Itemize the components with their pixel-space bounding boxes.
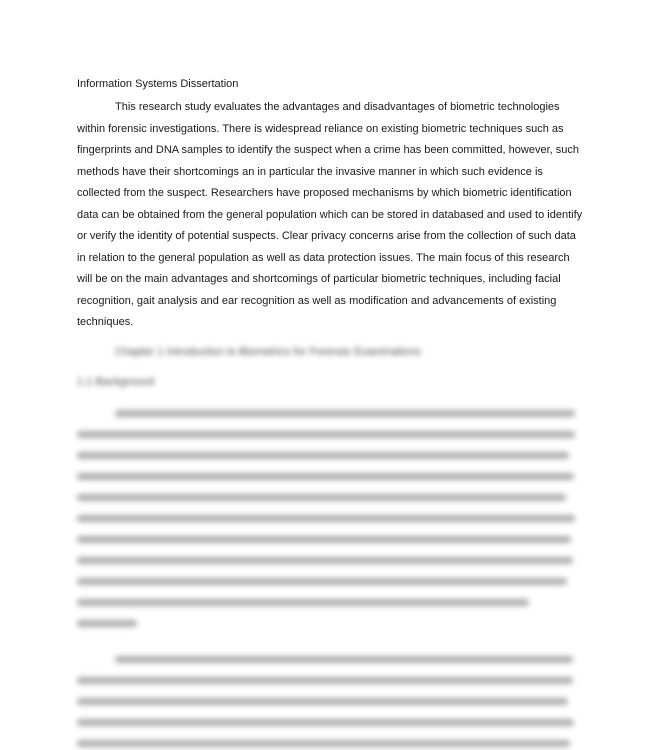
paragraph-line: techniques. [77, 316, 134, 328]
paragraph-line: collected from the suspect. Researchers have proposed mechanisms by which biometric identification [77, 187, 572, 199]
blurred-text-line [77, 677, 573, 684]
chapter-heading: Chapter 1 Introduction to Biometrics for Forensic Examinations [115, 346, 421, 358]
paragraph-line: or verify the identity of potential suspects. Clear privacy concerns arise from the collection of such data [77, 230, 576, 242]
section-heading: 1.1 Background [77, 376, 155, 388]
blurred-text-line [77, 515, 575, 522]
paragraph-line: data can be obtained from the general population which can be stored in databased and used to identify [77, 209, 583, 221]
paragraph-line: recognition, gait analysis and ear recognition as well as modification and advancements of existing [77, 295, 557, 307]
blurred-text-line [77, 578, 567, 585]
blurred-text-line [77, 719, 574, 726]
blurred-text-line [77, 599, 529, 606]
blurred-text-line [77, 536, 571, 543]
paragraph-line: methods have their shortcomings an in particular the invasive manner in which such evidence is [77, 166, 543, 178]
paragraph-line: fingerprints and DNA samples to identify the suspect when a crime has been committed, however, such [77, 144, 579, 156]
paragraph-line: in relation to the general population as well as data protection issues. The main focus of this research [77, 252, 570, 264]
blurred-text-line [77, 557, 573, 564]
paragraph-line: This research study evaluates the advantages and disadvantages of biometric technologies [115, 101, 560, 113]
blurred-text-line [77, 698, 568, 705]
blurred-text-line [77, 473, 574, 480]
paragraph-line: within forensic investigations. There is widespread reliance on existing biometric techniques such as [77, 123, 564, 135]
blurred-text-line [77, 431, 575, 438]
blurred-text-line [77, 494, 566, 501]
blurred-text-line [115, 656, 573, 663]
blurred-preview-region [0, 338, 650, 750]
blurred-text-line [77, 452, 569, 459]
paragraph-line: will be on the main advantages and shortcomings of particular biometric techniques, including facial [77, 273, 561, 285]
blurred-text-line [77, 740, 570, 747]
document-header: Information Systems Dissertation [77, 78, 239, 90]
blurred-text-line [77, 620, 137, 627]
blurred-text-line [115, 410, 575, 417]
